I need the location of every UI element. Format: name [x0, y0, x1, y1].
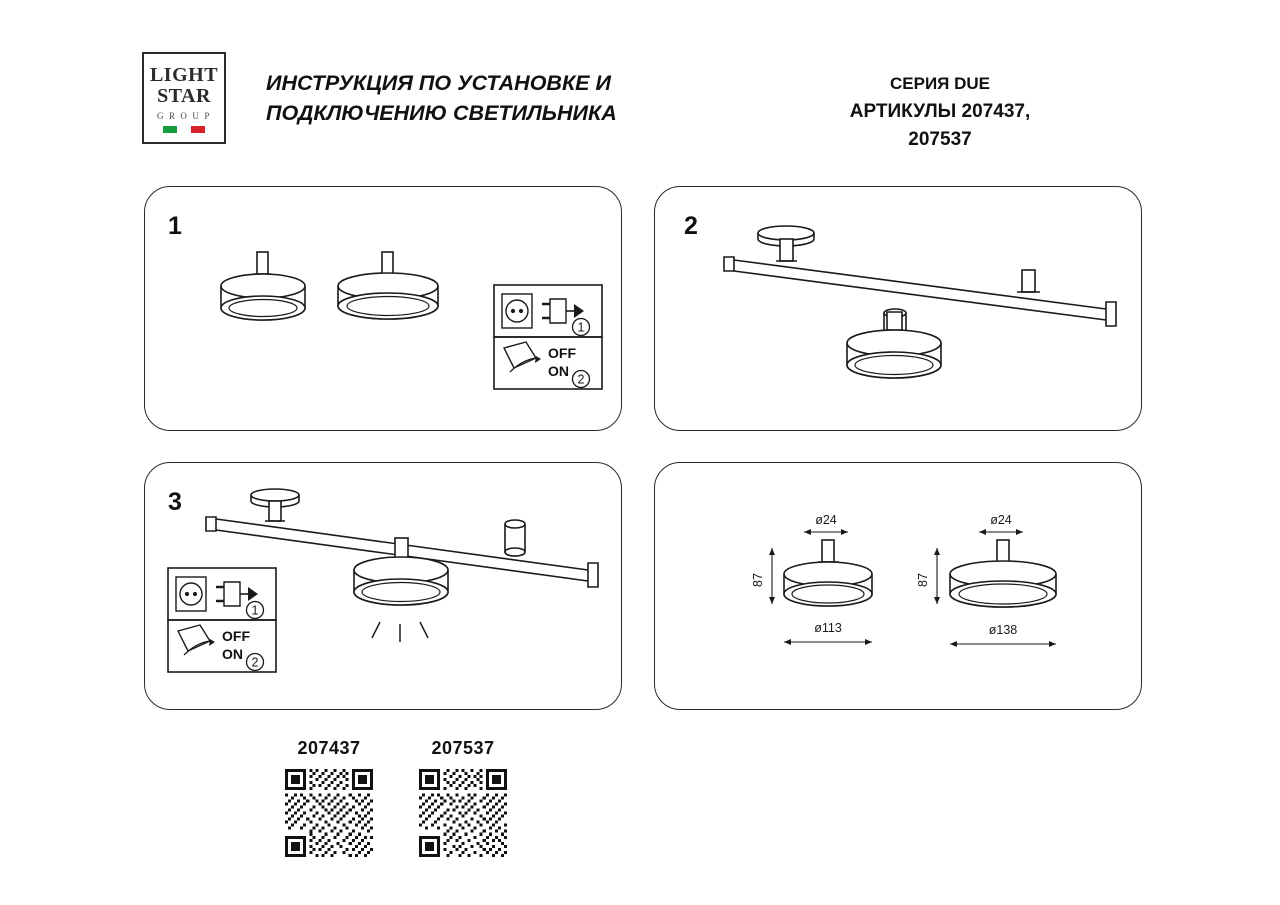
- dim-top-diameter-b: [979, 529, 1023, 535]
- track-bottom-edge: [734, 271, 1106, 320]
- track-top-edge: [734, 260, 1106, 309]
- ceiling-canopy: [758, 226, 814, 240]
- dim-height-b: [934, 548, 940, 604]
- qr-label-207437: 207437: [297, 738, 361, 758]
- label-height-a: 87: [751, 573, 765, 587]
- fixture-body-b: [338, 252, 438, 319]
- step-number-3: 3: [168, 488, 182, 516]
- dim-bottom-diameter-a: [784, 639, 872, 645]
- step-3-illustration: [144, 462, 622, 710]
- label-top-diameter-a: ø24: [815, 513, 837, 527]
- step-number-1: 1: [168, 212, 182, 240]
- track-end-left: [724, 257, 734, 271]
- logo-text-line1: LIGHT: [149, 64, 219, 86]
- label-height-b: 87: [916, 573, 930, 587]
- step-2-illustration: [654, 186, 1142, 431]
- fixture-model-a: [784, 540, 872, 606]
- label-bottom-diameter-a: ø113: [814, 621, 842, 635]
- label-bottom-diameter-b: ø138: [988, 623, 1018, 637]
- badge-number-1: 1: [251, 603, 259, 618]
- badge-number-2: 2: [577, 372, 585, 387]
- logo-text-line2: STAR: [157, 85, 211, 107]
- switch-on-label: ON: [222, 646, 243, 662]
- qr-block-207537: [408, 738, 518, 857]
- fixture-body-a: [221, 252, 305, 320]
- light-rays-icon: [372, 622, 428, 642]
- ceiling-canopy: [251, 489, 299, 501]
- switch-off-label: OFF: [548, 345, 576, 361]
- fixture-model-b: [950, 540, 1056, 607]
- track-end-right: [1106, 302, 1116, 326]
- switch-off-label: OFF: [222, 628, 250, 644]
- switch-on-label: ON: [548, 363, 569, 379]
- italy-flag-icon: [163, 126, 205, 133]
- step-1-illustration: [144, 186, 622, 431]
- dim-bottom-diameter-b: [950, 641, 1056, 647]
- article-line-2: 207537: [908, 129, 972, 150]
- badge-number-1: 1: [577, 320, 585, 335]
- badge-number-2: 2: [251, 655, 259, 670]
- logo-text-group: G R O U P: [157, 111, 211, 121]
- brand-logo: [142, 52, 226, 144]
- qr-code-207437[interactable]: [285, 769, 373, 857]
- page-title: ИНСТРУКЦИЯ ПО УСТАНОВКЕ И ПОДКЛЮЧЕНИЮ СВЕТИЛЬНИКА: [266, 71, 617, 125]
- fixture-connector: [887, 312, 902, 330]
- step-number-2: 2: [684, 212, 698, 240]
- dimensions-illustration: [654, 462, 1142, 710]
- qr-code-207537[interactable]: [419, 769, 507, 857]
- footer-qr-section: [260, 738, 520, 868]
- series-label: СЕРИЯ DUE: [889, 74, 990, 93]
- dim-height-a: [769, 548, 775, 604]
- power-on-instruction-badge: [168, 568, 276, 672]
- label-top-diameter-b: ø24: [990, 513, 1012, 527]
- qr-block-207437: [274, 738, 384, 857]
- qr-label-207537: 207537: [431, 738, 495, 758]
- dim-top-diameter-a: [804, 529, 848, 535]
- article-line-1: АРТИКУЛЫ 207437,: [849, 101, 1031, 122]
- product-info: [790, 70, 1090, 154]
- power-off-instruction-badge: [494, 285, 602, 389]
